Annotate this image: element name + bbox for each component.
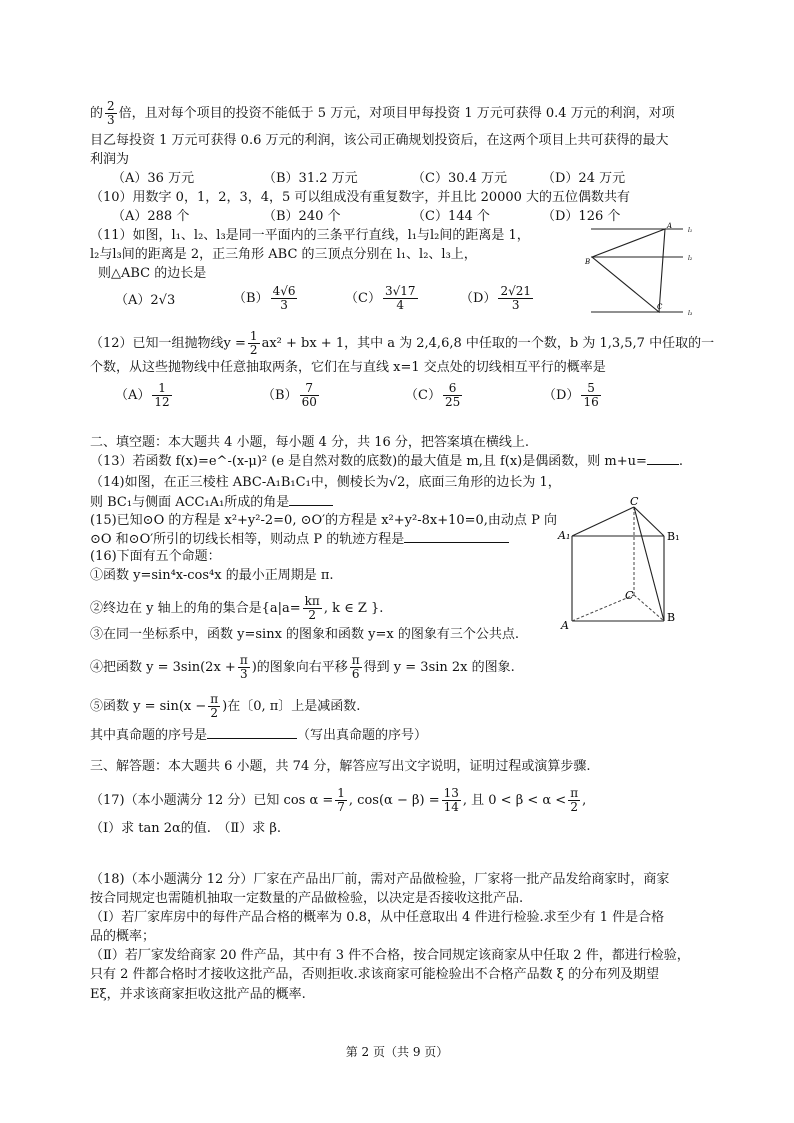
answer-blank[interactable] [289, 493, 333, 506]
q16-stem: (16)下面有五个命题： [90, 549, 221, 564]
label-b: B [585, 258, 591, 266]
q11-option-c: （C） $\frac{3√17}{4}$ [345, 284, 416, 312]
label-a: A [667, 222, 673, 230]
fraction: $\frac{1}{2}$ [249, 329, 258, 357]
q11-line1: （11）如图，l₁、l₂、l₃是同一平面内的三条平行直线，l₁与l₂间的距离是 1， [90, 228, 530, 243]
prism-figure [556, 496, 691, 631]
q12-option-b: （B） $\frac{7}{60}$ [262, 381, 317, 409]
q9-option-d: （D）24 万元 [542, 171, 626, 186]
q11-option-a: （A）2√3 [115, 293, 176, 308]
q18-line6: 只有 2 件都合格时才接收这批产品，否则拒收.求该商家可能检验出不合格产品数 ξ 的分布列及期望 [90, 967, 660, 982]
q14-line1: （14)如图，在正三棱柱 ABC-A₁B₁C₁中，侧棱长为√2，底面三角形的边长为 1， [90, 475, 561, 490]
q15-line2: ⊙O 和⊙O′所引的切线长相等，则动点 P 的轨迹方程是 [90, 530, 509, 549]
q10-option-b: （B）240 个 [263, 209, 341, 224]
fraction: $\frac{3√17}{4}$ [384, 284, 416, 312]
fraction: $\frac{\pi}{2}$ [570, 786, 579, 814]
q14-line2: 则 BC₁与侧面 ACC₁A₁所成的角是 [90, 493, 333, 512]
q18-line5: （Ⅱ）若厂家发给商家 20 件产品，其中有 3 件不合格，按合同规定该商家从中任取 2 件，都进行检验， [90, 948, 690, 963]
q18-line3: （Ⅰ）若厂家库房中的每件产品合格的概率为 0.8，从中任意取出 4 件进行检验.求至少有 1 件是合格 [90, 910, 665, 925]
answer-blank[interactable] [404, 530, 509, 543]
fraction: $\frac{1}{7}$ [337, 786, 345, 814]
q9-line2: 目乙每投资 1 万元可获得 0.6 万元的利润，该公司正确规划投资后，在这两个项目上共可获得的最大 [90, 133, 669, 148]
q10-option-c: （C）144 个 [412, 209, 490, 224]
q9-line1 [90, 100, 675, 127]
q16-proposition-3: ③在同一坐标系中，函数 y=sinx 的图象和函数 y=x 的图象有三个公共点. [90, 627, 520, 642]
q16-proposition-5: ⑤函数 y = sin(x − $\frac{\pi}{2}$ )在〔0, π〕上是减函数. [90, 692, 361, 720]
q9-option-c: （C）30.4 万元 [412, 171, 508, 186]
section3-heading: 三、解答题：本大题共 6 小题，共 74 分，解答应写出文字说明，证明过程或演算步骤. [90, 759, 591, 774]
fraction: $\frac{7}{60}$ [301, 381, 317, 409]
q18-line7: Eξ，并求该商家拒收这批产品的概率. [90, 987, 306, 1002]
q11-option-b: （B） $\frac{4√6}{3}$ [233, 284, 296, 312]
q9-option-b: （B）31.2 万元 [263, 171, 358, 186]
fraction: $\frac{4√6}{3}$ [272, 284, 296, 312]
label-a: A [561, 619, 569, 631]
fraction: $\frac{2√21}{3}$ [500, 284, 531, 312]
q9-option-a: （A）36 万元 [112, 171, 195, 186]
q12-line2: 个数，从这些抛物线中任意抽取两条，它们在与直线 x=1 交点处的切线相互平行的概率是 [90, 360, 606, 375]
q17-stem: （17)（本小题满分 12 分）已知 cos α = $\frac{1}{7}$ , cos(α − β) = $\frac{13}{14}$ , 且 0 < β < α < $\frac{\pi}{2}$ , [90, 786, 587, 814]
label-c: C [625, 589, 634, 602]
fraction: $\frac{1}{12}$ [154, 381, 170, 409]
label-c1: C [630, 496, 639, 508]
edge-a1c1 [572, 507, 634, 536]
fraction: $\frac{\pi}{3}$ [239, 653, 248, 681]
q12-option-c: （C） $\frac{6}{25}$ [405, 381, 461, 409]
q12-line1: （12）已知一组抛物线y = $\frac{1}{2}$ ax² + bx + 1，其中 a 为 2,4,6,8 中任取的一个数，b 为 1,3,5,7 中任取的一 [90, 329, 715, 357]
q17-parts: （Ⅰ）求 tan 2α的值. （Ⅱ）求 β. [90, 821, 282, 836]
q9-text-a: 的 [90, 106, 104, 121]
fraction: $\frac{k\pi}{2}$ [304, 594, 320, 622]
q16-proposition-4: ④把函数 y = 3sin(2x + $\frac{\pi}{3}$ )的图象向右平移 $\frac{\pi}{6}$ 得到 y = 3sin 2x 的图象. [90, 653, 515, 681]
edge-c1b1 [634, 507, 664, 536]
q12-option-a: （A） $\frac{1}{12}$ [115, 381, 170, 409]
q10-option-d: （D）126 个 [542, 209, 621, 224]
section2-heading: 二、填空题：本大题共 4 小题，每小题 4 分，共 16 分，把答案填在横线上. [90, 435, 530, 450]
answer-blank[interactable] [207, 726, 297, 739]
q16-proposition-2: ②终边在 y 轴上的角的集合是{a|a= $\frac{k\pi}{2}$ , k ∈ Z }. [90, 594, 384, 622]
diagonal-bc1 [634, 507, 664, 621]
q18-line2: 按合同规定也需随机抽取一定数量的产品做检验，以决定是否接收这批产品. [90, 891, 524, 906]
q16-answer-line: 其中真命题的序号是 （写出真命题的序号） [90, 728, 428, 743]
q11-parallel-lines-figure [583, 220, 703, 320]
fraction: $\frac{13}{14}$ [443, 786, 459, 814]
q9-line3: 利润为 [90, 152, 130, 167]
page-footer: 第 2 页（共 9 页） [345, 1045, 449, 1059]
label-a1: A₁ [558, 529, 571, 542]
fraction: $\frac{2}{3}$ [107, 99, 115, 127]
q16-proposition-1: ①函数 y=sin⁴x-cos⁴x 的最小正周期是 π. [90, 568, 334, 583]
fraction: $\frac{\pi}{2}$ [210, 692, 219, 720]
q18-line1: （18)（本小题满分 12 分）厂家在产品出厂前，需对产品做检验，厂家将一批产品发给商家时，商家 [90, 872, 670, 887]
label-b1: B₁ [667, 530, 680, 543]
edge-cb-hidden [634, 595, 664, 621]
triangle-abc [592, 229, 665, 312]
fraction: $\frac{5}{16}$ [583, 381, 599, 409]
label-l1: l₁ [688, 227, 693, 234]
q11-option-d: （D） $\frac{2√21}{3}$ [460, 284, 531, 312]
q11-line3: 则△ABC 的边长是 [98, 266, 207, 281]
q11-line2: l₂与l₃间的距离是 2，正三角形 ABC 的三顶点分别在 l₁、l₂、l₃上， [90, 247, 477, 262]
q15-line1: (15)已知⊙O 的方程是 x²+y²-2=0, ⊙O′的方程是 x²+y²-8x+10=0,由动点 P 向 [90, 513, 557, 528]
fraction: $\frac{6}{25}$ [444, 381, 461, 409]
label-b: B [667, 611, 676, 624]
q10-stem: （10）用数字 0，1，2，3，4，5 可以组成没有重复数字，并且比 20000 大的五位偶数共有 [90, 190, 631, 205]
fraction: $\frac{\pi}{6}$ [351, 653, 360, 681]
label-l3: l₃ [688, 310, 693, 317]
label-l2: l₂ [688, 255, 693, 262]
label-c: C [657, 303, 663, 311]
q10-option-a: （A）288 个 [112, 209, 190, 224]
q9-text-b: 倍，且对每个项目的投资不能低于 5 万元，对项目甲每投资 1 万元可获得 0.4 万元的利润，对项 [118, 106, 675, 121]
q13: （13）若函数 f(x)=e^-(x-μ)² (e 是自然对数的底数)的最大值是 m,且 f(x)是偶函数，则 m+u= . [90, 454, 684, 469]
q12-option-d: （D） $\frac{5}{16}$ [543, 381, 599, 409]
q18-line4: 品的概率； [90, 929, 156, 944]
answer-blank[interactable] [647, 452, 679, 465]
